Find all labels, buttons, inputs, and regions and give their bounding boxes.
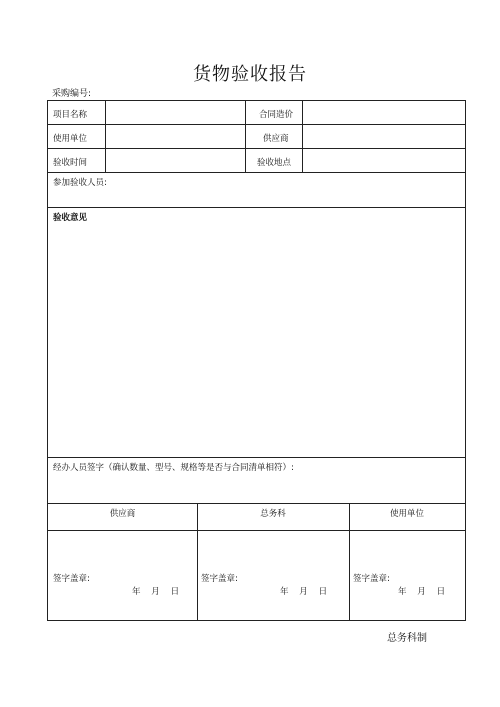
acceptance-opinion-label: 验收意见 (53, 213, 88, 223)
acceptance-location-label: 验收地点 (257, 158, 292, 168)
sign-header-general-affairs: 总务科 (260, 509, 286, 519)
handler-signature-label: 经办人员签字（确认数量、型号、规格等是否与合同清单相符）: (53, 463, 294, 473)
acceptance-form-table (47, 100, 466, 621)
column-divider (302, 101, 303, 172)
seal-label-general-affairs: 签字盖章: (201, 574, 238, 584)
column-divider (197, 503, 198, 620)
column-divider (349, 503, 350, 620)
user-unit-label: 使用单位 (53, 134, 88, 144)
supplier-label: 供应商 (263, 134, 289, 144)
row-divider (48, 172, 465, 173)
footer-issuer: 总务科制 (387, 633, 427, 644)
row-divider (48, 148, 465, 149)
purchase-number-label: 采购编号: (52, 89, 92, 99)
seal-label-user-unit: 签字盖章: (353, 574, 390, 584)
date-user-unit: 年 月 日 (398, 587, 446, 597)
acceptance-time-label: 验收时间 (53, 158, 88, 168)
row-divider (48, 530, 465, 531)
date-supplier: 年 月 日 (132, 587, 180, 597)
column-divider (245, 101, 246, 172)
participants-label: 参加验收人员: (53, 178, 107, 188)
row-divider (48, 457, 465, 458)
sign-header-user-unit: 使用单位 (389, 509, 424, 519)
sign-header-supplier: 供应商 (109, 509, 136, 519)
row-divider (48, 503, 465, 504)
seal-label-supplier: 签字盖章: (53, 574, 90, 584)
contract-price-label: 合同造价 (259, 110, 294, 120)
project-name-label: 项目名称 (53, 110, 88, 120)
column-divider (105, 101, 106, 172)
row-divider (48, 124, 465, 125)
date-general-affairs: 年 月 日 (280, 587, 328, 597)
document-title: 货物验收报告 (193, 64, 307, 85)
row-divider (48, 207, 465, 208)
